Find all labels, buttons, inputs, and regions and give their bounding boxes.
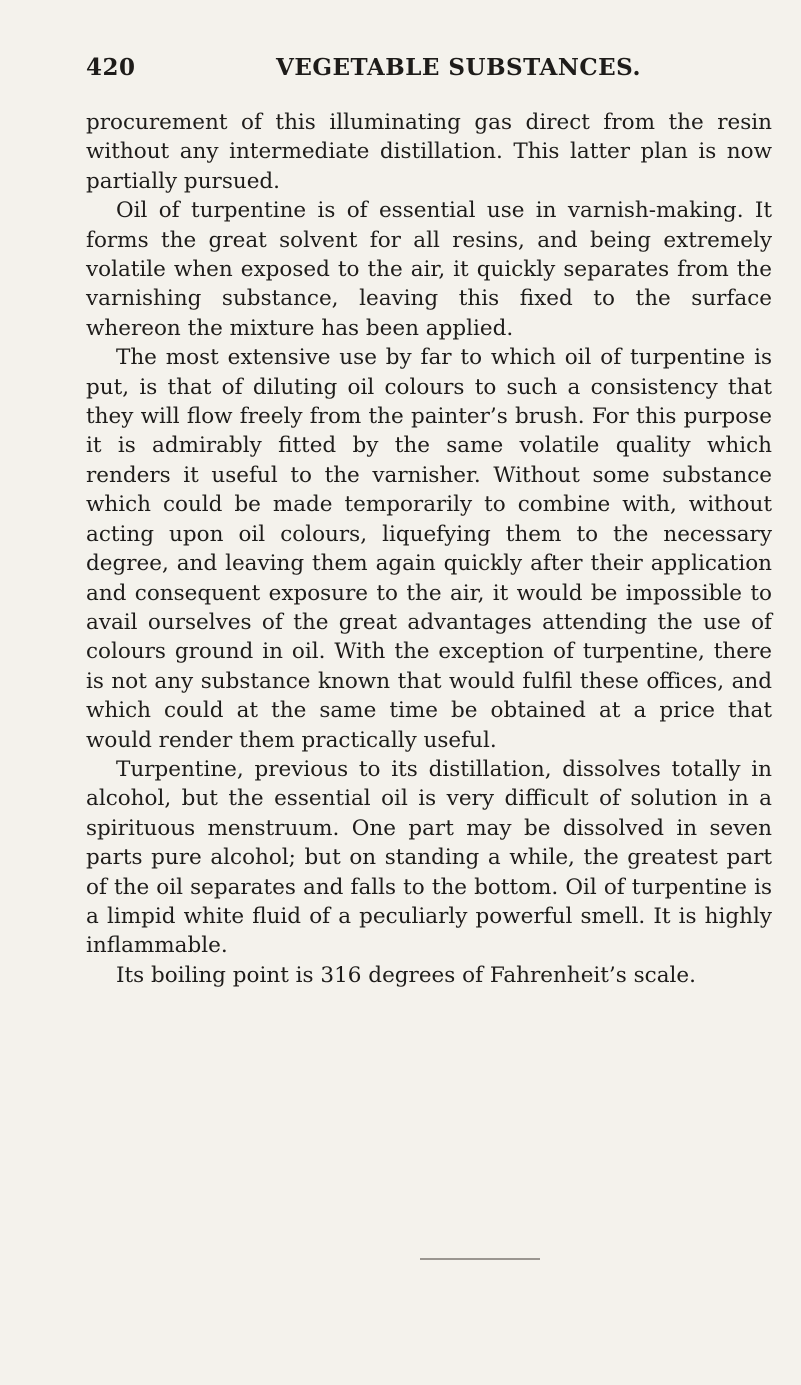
paragraph-3: The most extensive use by far to which oil of turpentine is put, is that of diluting oil colours to such a consistency that they will flow freely from the painter’s brush. For this purpose it is admirably fitted by the same volatile quality which renders it useful to the varnisher. Without some substance which could be made temporarily to combine with, without acting upon oil colours, liquefying them to the necessary degree, and leaving them again quickly after their application and consequent exposure to the air, it would be impossible to avail ourselves of the great advantages attending the use of colours ground in oil. With the exception of turpentine, there is not any substance known that would fulfil these offices, and which could at the same time be obtained at a price that would render them practically useful. xyxy=(86,345,772,753)
paragraph-1: procurement of this illuminating gas direct from the resin without any intermediate distillation. This latter plan is now partially pursued. xyxy=(86,110,772,194)
paragraph-5: Its boiling point is 316 degrees of Fahrenheit’s scale. xyxy=(116,962,696,988)
paragraph-4: Turpentine, previous to its distillation, dissolves totally in alcohol, but the essential oil is very difficult of solution in a spirituous menstruum. One part may be dissolved in seven parts pure alcohol; but on standing a while, the greatest part of the oil separates and falls to the bottom. Oil of turpentine is a limpid white fluid of a peculiarly powerful smell. It is highly inflammable. xyxy=(86,756,772,959)
paragraph-2: Oil of turpentine is of essential use in varnish-making. It forms the great solvent for all resins, and being extremely volatile when exposed to the air, it quickly separates from the varnishing substance, leaving this fixed to the surface whereon the mixture has been applied. xyxy=(86,198,772,341)
page-number: 420 xyxy=(86,54,136,81)
running-title: VEGETABLE SUBSTANCES. xyxy=(276,54,641,81)
print-rule xyxy=(420,1258,540,1260)
running-head xyxy=(86,54,772,86)
body-text xyxy=(86,108,772,990)
